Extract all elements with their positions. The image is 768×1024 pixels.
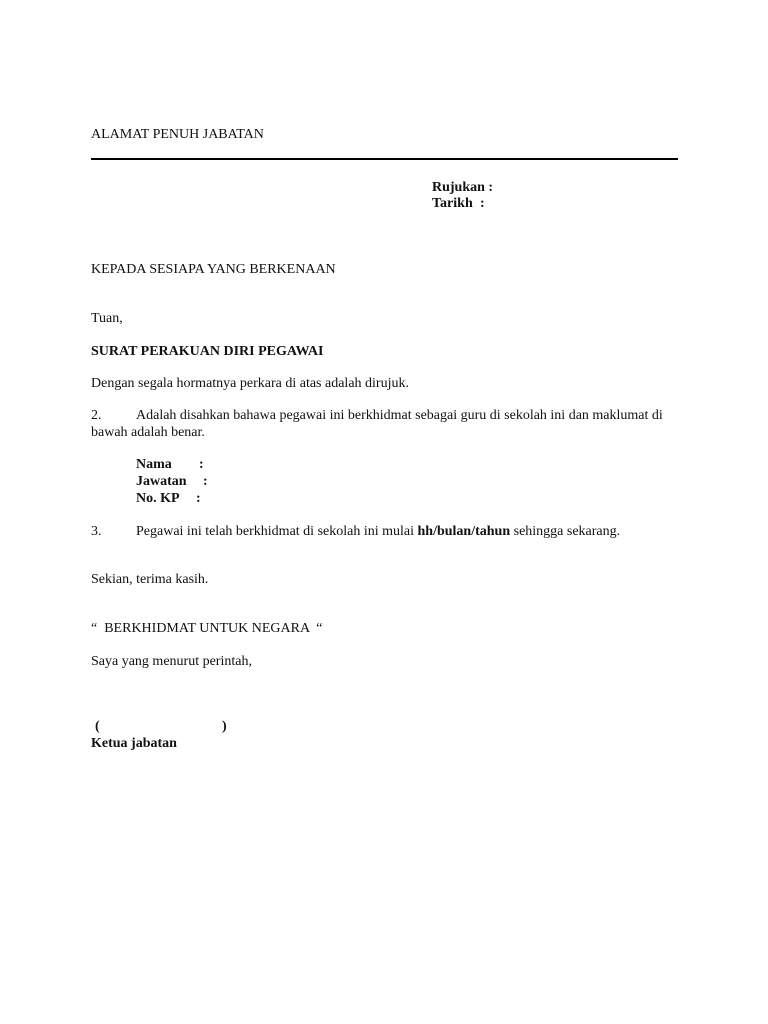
detail-row-jawatan (136, 473, 208, 490)
subject-heading: SURAT PERAKUAN DIRI PEGAWAI (91, 344, 324, 359)
detail-row-nama (136, 456, 204, 473)
signature-close-paren: ) (222, 719, 227, 734)
reference-rujukan (432, 179, 493, 196)
paragraph-3-text-before: Pegawai ini telah berkhidmat di sekolah ini mulai (136, 524, 414, 539)
letterhead-rule (91, 158, 678, 160)
detail-label-nama: Nama (136, 457, 172, 472)
paragraph-3-date-placeholder: hh/bulan/tahun (417, 524, 511, 539)
rujukan-label: Rujukan (432, 180, 485, 195)
salutation: Tuan, (91, 311, 123, 326)
paragraph-2 (91, 407, 671, 441)
signature-title: Ketua jabatan (91, 736, 177, 751)
rujukan-separator: : (488, 180, 494, 195)
letterhead-title: ALAMAT PENUH JABATAN (91, 127, 264, 142)
paragraph-3-number: 3. (91, 524, 102, 539)
closing-line: Sekian, terima kasih. (91, 572, 209, 587)
motto: “ BERKHIDMAT UNTUK NEGARA “ (91, 621, 323, 636)
paragraph-2-text: Adalah disahkan bahawa pegawai ini berkhidmat sebagai guru di sekolah ini dan maklumat di bawah adalah benar. (91, 408, 663, 440)
detail-label-jawatan: Jawatan (136, 474, 187, 489)
tarikh-separator: : (480, 196, 485, 211)
paragraph-3-text-after: sehingga sekarang. (513, 524, 621, 539)
detail-separator-jawatan: : (203, 474, 208, 489)
tarikh-label: Tarikh (432, 196, 473, 211)
paragraph-1: Dengan segala hormatnya perkara di atas adalah dirujuk. (91, 376, 409, 391)
recipient-line: KEPADA SESIAPA YANG BERKENAAN (91, 262, 336, 277)
reference-tarikh (432, 195, 485, 212)
paragraph-3 (91, 523, 620, 540)
detail-label-nokp: No. KP (136, 491, 180, 506)
detail-row-nokp (136, 490, 201, 507)
signature-open-paren: ( (95, 719, 100, 734)
detail-separator-nokp: : (196, 491, 201, 506)
paragraph-2-number: 2. (91, 408, 102, 423)
detail-separator-nama: : (199, 457, 204, 472)
sign-off: Saya yang menurut perintah, (91, 654, 252, 669)
